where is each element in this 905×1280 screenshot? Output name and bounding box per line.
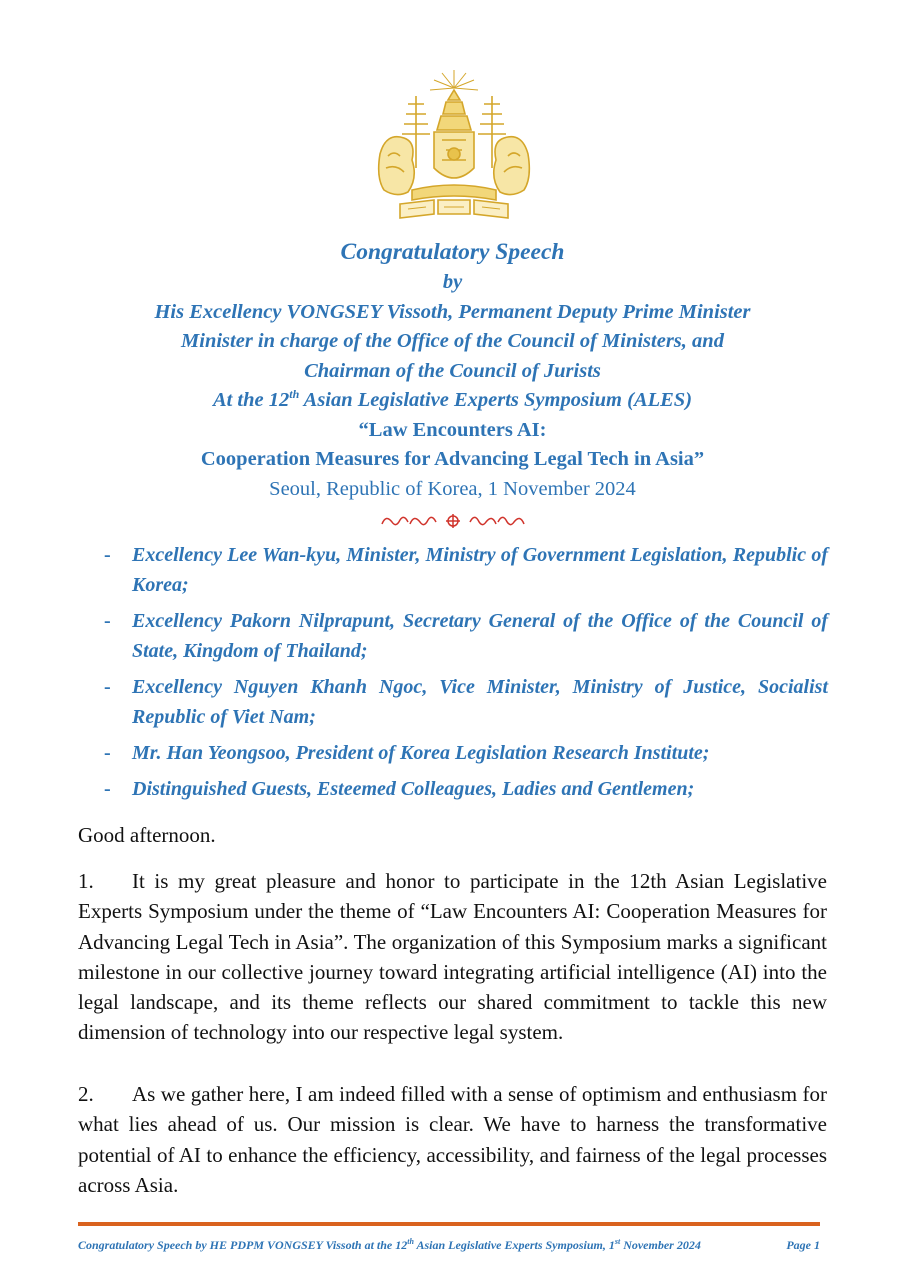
addressee-item: [100, 774, 828, 804]
addressee-item: [100, 672, 828, 732]
bullet-dash: -: [104, 676, 111, 698]
speech-title: Congratulatory Speech: [340, 239, 565, 265]
theme-line-1: “Law Encounters AI:: [358, 418, 547, 441]
event-pre: At the 12: [212, 389, 290, 411]
addressee-text: Mr. Han Yeongsoo, President of Korea Legislation Research Institute;: [132, 742, 710, 764]
greeting: Good afternoon.: [78, 823, 216, 847]
paragraph-1: [78, 866, 827, 1048]
footer-divider: [78, 1222, 820, 1226]
bullet-dash: -: [104, 544, 111, 566]
speaker-line: His Excellency VONGSEY Vissoth, Permanent Deputy Prime Minister: [154, 300, 751, 323]
addressee-item: [100, 540, 828, 600]
addressee-item: [100, 738, 828, 768]
addressee-text: Excellency Pakorn Nilprapunt, Secretary General of the Office of the Council of State, Kingdom of Thailand;: [132, 610, 828, 662]
footer-text: November 2024: [620, 1238, 701, 1252]
event-sup: th: [289, 387, 300, 402]
khmer-ornament-divider-icon: [378, 510, 528, 532]
footer-text: Asian Legislative Experts Symposium, 1: [413, 1238, 615, 1252]
location-date: Seoul, Republic of Korea, 1 November 2024: [269, 477, 636, 500]
footer-text: Congratulatory Speech by HE PDPM VONGSEY Vissoth at the 12: [78, 1238, 408, 1252]
speech-title-block: [60, 236, 845, 504]
footer-sup: st: [614, 1237, 621, 1246]
paragraph-text: As we gather here, I am indeed filled with a sense of optimism and enthusiasm for what lies ahead of us. Our mission is clear. We have to harness the transformative potential of AI to enhance the efficiency, accessibility, and fairness of the legal processes across Asia.: [78, 1082, 827, 1197]
theme-line-2: Cooperation Measures for Advancing Legal Tech in Asia”: [200, 448, 705, 470]
page-footer: [78, 1238, 820, 1253]
paragraph-number: 2.: [78, 1082, 94, 1106]
speech-by: by: [442, 271, 463, 293]
royal-coat-of-arms-icon: [372, 68, 536, 226]
addressee-text: Excellency Lee Wan-kyu, Minister, Ministry of Government Legislation, Republic of Korea;: [132, 544, 828, 596]
page-number: Page 1: [786, 1238, 820, 1252]
addressee-text: Excellency Nguyen Khanh Ngoc, Vice Minister, Ministry of Justice, Socialist Republic of Viet Nam;: [132, 676, 828, 728]
paragraph-text: It is my great pleasure and honor to participate in the 12th Asian Legislative Experts Symposium under the theme of “Law Encounters AI: Cooperation Measures for Advancing Legal Tech in Asia”. The organization of this Symposium marks a significant milestone in our collective journey toward integrating artificial intelligence (AI) into the legal landscape, and its theme reflects our shared commitment to tackle this new dimension of technology into our respective legal system.: [78, 869, 827, 1045]
footer-sup: th: [407, 1237, 414, 1246]
event-line: [60, 386, 845, 416]
paragraph-2: [78, 1079, 827, 1200]
bullet-dash: -: [104, 742, 111, 764]
addressee-text: Distinguished Guests, Esteemed Colleagues, Ladies and Gentlemen;: [132, 778, 695, 800]
paragraph-number: 1.: [78, 869, 94, 893]
addressee-item: [100, 606, 828, 666]
addressee-list: [100, 540, 828, 810]
role-line: Minister in charge of the Office of the Council of Ministers, and: [181, 330, 724, 352]
bullet-dash: -: [104, 610, 111, 632]
chair-line: Chairman of the Council of Jurists: [304, 359, 601, 382]
event-post: Asian Legislative Experts Symposium (ALES): [299, 389, 693, 411]
bullet-dash: -: [104, 778, 111, 800]
